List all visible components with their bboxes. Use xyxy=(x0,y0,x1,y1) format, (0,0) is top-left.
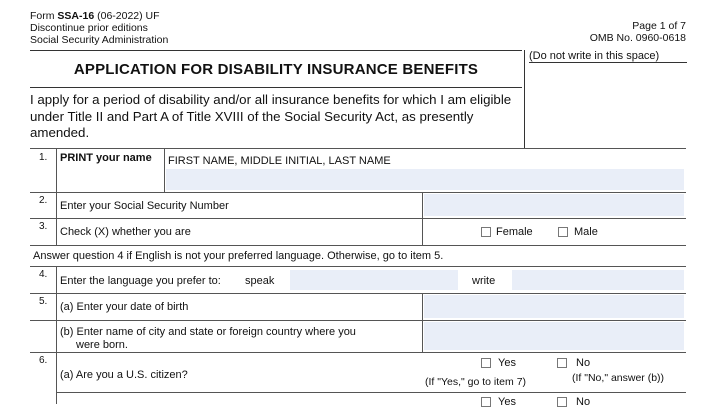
column-divider xyxy=(56,148,57,245)
male-checkbox[interactable] xyxy=(558,227,568,237)
citizen-yes-hint: (If "Yes," go to item 7) xyxy=(425,376,527,388)
item-number: 3. xyxy=(39,221,48,232)
discontinue-note: Discontinue prior editions xyxy=(30,22,148,34)
female-checkbox[interactable] xyxy=(481,227,491,237)
dob-label: (a) Enter your date of birth xyxy=(60,301,189,313)
print-name-label: PRINT your name xyxy=(60,152,152,164)
next-yes-label: Yes xyxy=(498,396,516,408)
form-id: SSA-16 xyxy=(57,10,95,22)
sex-label: Check (X) whether you are xyxy=(60,226,191,238)
row-divider xyxy=(56,392,686,393)
row-divider xyxy=(30,148,686,149)
row-divider xyxy=(30,266,686,267)
column-divider xyxy=(164,148,165,192)
birthplace-label: (b) Enter name of city and state or foreign country where you xyxy=(60,326,356,338)
row-divider xyxy=(30,293,686,294)
ssn-label: Enter your Social Security Number xyxy=(60,200,229,212)
omb-number: OMB No. 0960-0618 xyxy=(589,32,686,44)
write-language-input[interactable] xyxy=(512,270,684,290)
item-number: 2. xyxy=(39,195,48,206)
citizen-no-hint: (If "No," answer (b)) xyxy=(572,372,665,384)
citizen-label: (a) Are you a U.S. citizen? xyxy=(60,369,188,381)
office-use-label: (Do not write in this space) xyxy=(529,50,687,63)
language-label: Enter the language you prefer to: xyxy=(60,275,221,287)
name-input[interactable] xyxy=(166,169,684,190)
speak-label: speak xyxy=(245,275,275,287)
citizen-yes-checkbox[interactable] xyxy=(481,358,491,368)
form-number: Form SSA-16 (06-2022) UF xyxy=(30,10,160,22)
dob-input[interactable] xyxy=(424,295,684,318)
item-number: 1. xyxy=(39,152,48,163)
row-divider xyxy=(30,192,686,193)
item-number: 6. xyxy=(39,355,48,366)
citizen-yes-label: Yes xyxy=(498,357,516,369)
female-label: Female xyxy=(496,226,533,238)
next-yes-checkbox[interactable] xyxy=(481,397,491,407)
citizen-no-label: No xyxy=(576,357,591,369)
form-date: (06-2022) UF xyxy=(97,10,160,22)
citizen-no-checkbox[interactable] xyxy=(557,358,567,368)
question-4-instruction: Answer question 4 if English is not your preferred language. Otherwise, go to item 5. xyxy=(33,250,444,262)
agency-name: Social Security Administration xyxy=(30,34,169,46)
form-title: APPLICATION FOR DISABILITY INSURANCE BENEFITS xyxy=(30,50,522,88)
male-label: Male xyxy=(574,226,598,238)
item-number: 4. xyxy=(39,269,48,280)
speak-language-input[interactable] xyxy=(290,270,458,290)
write-label: write xyxy=(472,275,496,287)
next-no-label: No xyxy=(576,396,591,408)
name-format-label: FIRST NAME, MIDDLE INITIAL, LAST NAME xyxy=(168,155,391,167)
item-number: 5. xyxy=(39,296,48,307)
birthplace-label-cont: were born. xyxy=(76,339,128,351)
intro-paragraph: I apply for a period of disability and/or all insurance benefits for which I am eligible under Title II and Part A of Title XVIII of the Social Security Act, as presently amended. xyxy=(30,92,512,140)
row-divider xyxy=(30,352,686,353)
form-header-left xyxy=(30,10,168,46)
column-divider xyxy=(422,192,423,245)
page-number: Page 1 of 7 xyxy=(632,20,686,32)
form-header-right xyxy=(590,20,686,44)
column-divider xyxy=(422,293,423,352)
row-divider xyxy=(30,245,686,246)
row-divider xyxy=(30,218,686,219)
next-no-checkbox[interactable] xyxy=(557,397,567,407)
row-divider xyxy=(30,320,686,321)
column-divider xyxy=(56,266,57,404)
ssn-input[interactable] xyxy=(424,194,684,216)
birthplace-input[interactable] xyxy=(424,322,684,350)
office-use-box xyxy=(524,50,686,148)
